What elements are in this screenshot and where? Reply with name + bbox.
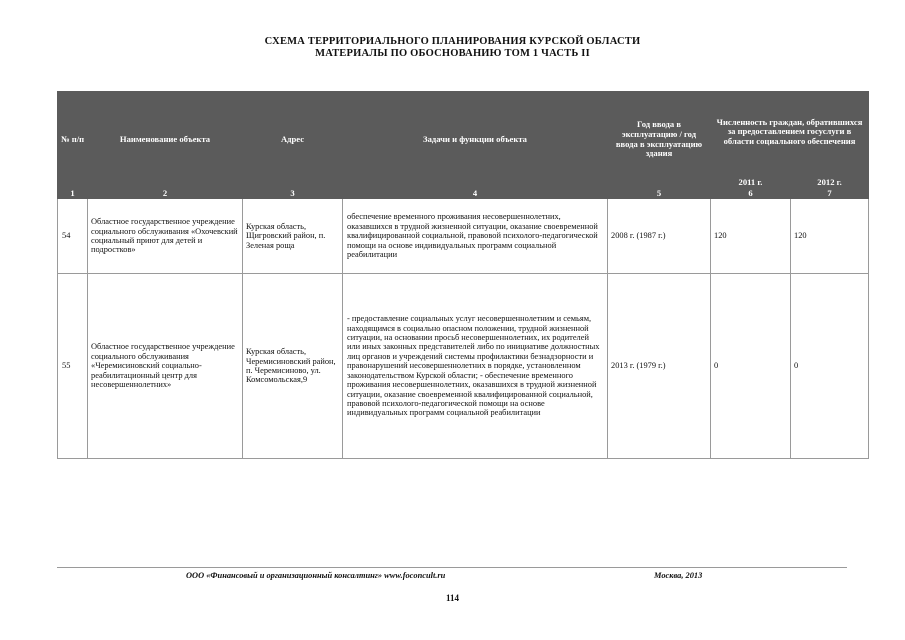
- table-row: [58, 199, 869, 274]
- cell-name: Областное государственное учреждение социального обслуживания «Черемисиновский социально-реабилитационный центр для несовершеннолетних»: [88, 274, 243, 459]
- document-title: [0, 36, 905, 60]
- cell-count-2011: 0: [711, 274, 791, 459]
- column-number: 3: [243, 188, 343, 199]
- cell-tasks: - предоставление социальных услуг несовершеннолетним и семьям, находящимся в социально опасном положении, трудной жизненной ситуации, на основании просьб несовершеннолетних, их родителей или иных законных представителей либо по инициативе должностных лиц органов и учреждений системы профилактики безнадзорности и правонарушений несовершеннолетних в порядке, установленном законодательством Курской области; - обеспечение временного проживания несовершеннолетних, оказавшихся в трудной жизненной ситуации, оказание своевременной квалифицированной социальной, правовой психолого-педагогической помощи на основе индивидуальных программ социальной реабилитации: [343, 274, 608, 459]
- cell-address: Курская область, Черемисиновский район, п. Черемисиново, ул. Комсомольская,9: [243, 274, 343, 459]
- column-number: 2: [88, 188, 243, 199]
- cell-num: 55: [58, 274, 88, 459]
- column-number: 7: [791, 188, 869, 199]
- cell-year: 2013 г. (1979 г.): [608, 274, 711, 459]
- cell-count-2012: 0: [791, 274, 869, 459]
- cell-year: 2008 г. (1987 г.): [608, 199, 711, 274]
- header-tasks: Задачи и функции объекта: [343, 92, 608, 188]
- table-row: [58, 274, 869, 459]
- column-number: 4: [343, 188, 608, 199]
- objects-table: [57, 91, 869, 459]
- header-name: Наименование объекта: [88, 92, 243, 188]
- cell-name: Областное государственное учреждение социального обслуживания «Охочевский социальный приют для детей и подростков»: [88, 199, 243, 274]
- header-year-2011: 2011 г.: [711, 173, 791, 188]
- cell-count-2011: 120: [711, 199, 791, 274]
- column-number: 6: [711, 188, 791, 199]
- footer-company: ООО «Финансовый и организационный консалтинг» www.foconcult.ru: [186, 571, 446, 580]
- cell-num: 54: [58, 199, 88, 274]
- column-number: 1: [58, 188, 88, 199]
- header-address: Адрес: [243, 92, 343, 188]
- header-count: Численность граждан, обратившихся за предоставлением госуслуги в области социального обеспечения: [711, 92, 869, 173]
- cell-count-2012: 120: [791, 199, 869, 274]
- header-year-2012: 2012 г.: [791, 173, 869, 188]
- footer-divider: [57, 567, 847, 568]
- page-number: 114: [445, 593, 459, 603]
- header-num: № п/п: [58, 92, 88, 188]
- document-title-line2: МАТЕРИАЛЫ ПО ОБОСНОВАНИЮ ТОМ 1 ЧАСТЬ II: [315, 48, 590, 59]
- column-number: 5: [608, 188, 711, 199]
- header-year: Год ввода в эксплуатацию / год ввода в эксплуатацию здания: [608, 92, 711, 188]
- footer-city-year: Москва, 2013: [654, 571, 703, 580]
- cell-address: Курская область, Щигровский район, п. Зеленая роща: [243, 199, 343, 274]
- document-title-line1: СХЕМА ТЕРРИТОРИАЛЬНОГО ПЛАНИРОВАНИЯ КУРСКОЙ ОБЛАСТИ: [264, 36, 641, 47]
- cell-tasks: обеспечение временного проживания несовершеннолетних, оказавшихся в трудной жизненной ситуации, оказание своевременной квалифицированной социальной, правовой психолого-педагогической помощи на основе индивидуальных программ социальной реабилитации: [343, 199, 608, 274]
